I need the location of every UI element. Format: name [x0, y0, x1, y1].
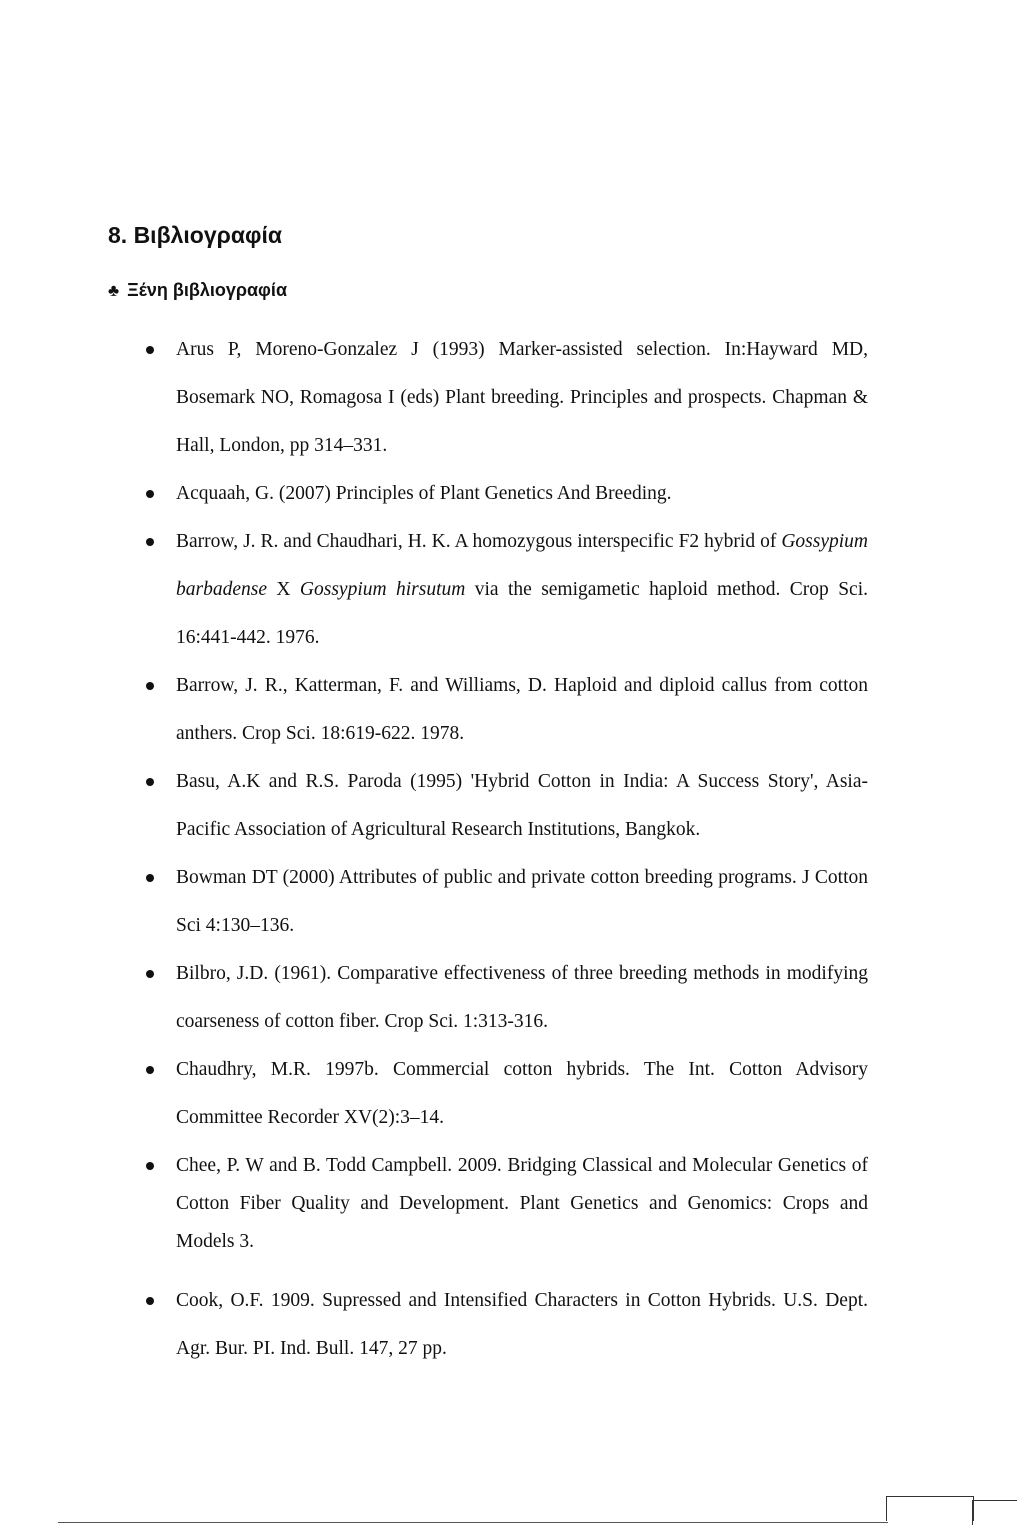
- reference-item: [176, 950, 868, 1046]
- reference-item: [176, 326, 868, 470]
- bullet-icon: [146, 682, 154, 690]
- reference-text: Cook, O.F. 1909. Supressed and Intensified Characters in Cotton Hybrids. U.S. Dept. Agr. Bur. PI. Ind. Bull. 147, 27 pp.: [176, 1290, 868, 1359]
- reference-list: [176, 326, 868, 1373]
- reference-text: Acquaah, G. (2007) Principles of Plant Genetics And Breeding.: [176, 483, 672, 504]
- reference-text: Chee, P. W and B. Todd Campbell. 2009. Bridging Classical and Molecular Genetics of Cotton Fiber Quality and Development. Plant Genetics and Genomics: Crops and Models 3.: [176, 1155, 868, 1252]
- reference-text: Barrow, J. R., Katterman, F. and Williams, D. Haploid and diploid callus from cotton anthers. Crop Sci. 18:619-622. 1978.: [176, 675, 868, 744]
- bullet-icon: [146, 778, 154, 786]
- species-name: Gossypium barbadense: [176, 531, 868, 600]
- page-heading: 8. Βιβλιογραφία: [108, 222, 282, 248]
- reference-text: Bilbro, J.D. (1961). Comparative effectiveness of three breeding methods in modifying coarseness of cotton fiber. Crop Sci. 1:313-316.: [176, 963, 868, 1032]
- reference-item: [176, 470, 868, 518]
- bullet-icon: [146, 346, 154, 354]
- bullet-icon: [146, 1162, 154, 1170]
- reference-item: [176, 854, 868, 950]
- reference-text: Chaudhry, M.R. 1997b. Commercial cotton hybrids. The Int. Cotton Advisory Committee Recorder XV(2):3–14.: [176, 1059, 868, 1128]
- bullet-icon: [146, 874, 154, 882]
- section-title: Ξένη βιβλιογραφία: [127, 280, 288, 300]
- reference-item: [176, 1046, 868, 1142]
- reference-item: [176, 662, 868, 758]
- reference-item: [176, 1277, 868, 1373]
- reference-text: Arus P, Moreno-Gonzalez J (1993) Marker-assisted selection. In:Hayward MD, Bosemark NO, Romagosa I (eds) Plant breeding. Principles and prospects. Chapman & Hall, London, pp 314–331.: [176, 339, 868, 456]
- reference-item: [176, 1147, 868, 1261]
- reference-item: [176, 518, 868, 662]
- footer-rule: [58, 1522, 888, 1523]
- bullet-icon: [146, 538, 154, 546]
- section-heading: [108, 280, 287, 301]
- footer-corner-mark: [972, 1500, 1017, 1525]
- bullet-icon: [146, 970, 154, 978]
- bullet-icon: [146, 1297, 154, 1305]
- club-icon: ♣: [108, 280, 120, 300]
- reference-item: [176, 758, 868, 854]
- reference-text: Barrow, J. R. and Chaudhari, H. K. A homozygous interspecific F2 hybrid of Gossypium barbadense X Gossypium hirsutum via the semigametic haploid method. Crop Sci. 16:441-442. 1976.: [176, 531, 869, 648]
- bullet-icon: [146, 1066, 154, 1074]
- footer-box-mark: [886, 1496, 974, 1521]
- spacer: [176, 1261, 868, 1277]
- bullet-icon: [146, 490, 154, 498]
- reference-text: Basu, A.K and R.S. Paroda (1995) 'Hybrid Cotton in India: A Success Story', Asia-Pacific Association of Agricultural Research Institutions, Bangkok.: [176, 771, 868, 840]
- reference-text: Bowman DT (2000) Attributes of public and private cotton breeding programs. J Cotton Sci 4:130–136.: [176, 867, 868, 936]
- species-name: Gossypium hirsutum: [299, 579, 466, 600]
